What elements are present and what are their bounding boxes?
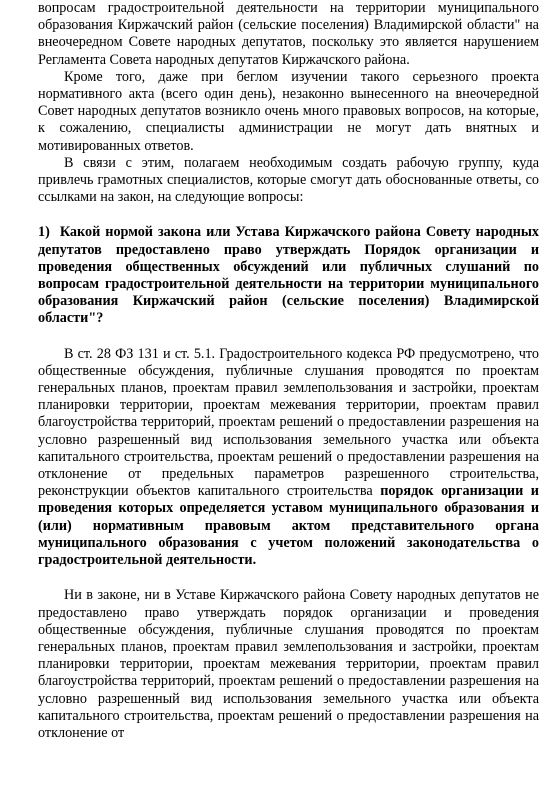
paragraph-regulation-violation: вопросам градостроительной деятельности на территории муниципального образования Киржачский район (сельские поселения) Владимирской области" на внеочередном Совете народных депутатов, поскольку это является нарушением Регламента Совета народных депутатов Киржачского района. bbox=[38, 0, 539, 68]
law-reference-text: В ст. 28 ФЗ 131 и ст. 5.1. Градостроительного кодекса РФ предусмотрено, что общественные обсуждения, публичные слушания проводятся по проектам генеральных планов, проектам правил землепользования и застройки, проектам планировки территории, проектам межевания территории, проектам правил благоустройства территорий, проектам решений о предоставлении разрешения на условно разрешенный вид использования земельного участка или объекта капитального строительства, проектам решений о предоставлении разрешения на отклонение от предельных параметров разрешенного строительства, реконструкции объектов капитального строительства bbox=[38, 345, 539, 500]
paragraph-law-reference bbox=[38, 346, 539, 570]
paragraph-no-authority: Ни в законе, ни в Уставе Киржачского района Совету народных депутатов не предоставлено право утверждать порядок организации и проведения общественные обсуждения, публичные слушания проводятся по проектам генеральных планов, проектам правил землепользования и застройки, проектам планировки территории, проектам межевания территории, проектам правил благоустройства территорий, проектам решений о предоставлении разрешения на условно разрешенный вид использования земельного участка или объекта капитального строительства, проектам решений о предоставлении разрешения на отклонение от bbox=[38, 587, 539, 741]
question-1-number: 1) bbox=[38, 224, 50, 241]
question-1 bbox=[38, 224, 539, 327]
paragraph-legal-questions: Кроме того, даже при беглом изучении такого серьезного проекта нормативного акта (всего один день), незаконно вынесенного на внеочередной Совет народных депутатов возникло очень много правовых вопросов, на которые, к сожалению, специалисты администрации не могут дать внятных и мотивированных ответов. bbox=[38, 68, 539, 154]
question-1-text: Какой нормой закона или Устава Киржачского района Совету народных депутатов предоставлено право утверждать Порядок организации и проведения общественных обсуждений или публичных слушаний по вопросам градостроительной деятельности на территории муниципального образования Киржачский район (сельские поселения) Владимирской области"? bbox=[38, 224, 539, 327]
law-reference-bold-text: порядок организации и проведения которых определяется уставом муниципального образования и (или) нормативным правовым актом представительного органа муниципального образования с учетом положений законодательства о градостроительной деятельности. bbox=[38, 483, 539, 569]
paragraph-working-group: В связи с этим, полагаем необходимым создать рабочую группу, куда привлечь грамотных специалистов, которые смогут дать обоснованные ответы, со ссылками на закон, на следующие вопросы: bbox=[38, 154, 539, 206]
document-page bbox=[38, 0, 539, 742]
